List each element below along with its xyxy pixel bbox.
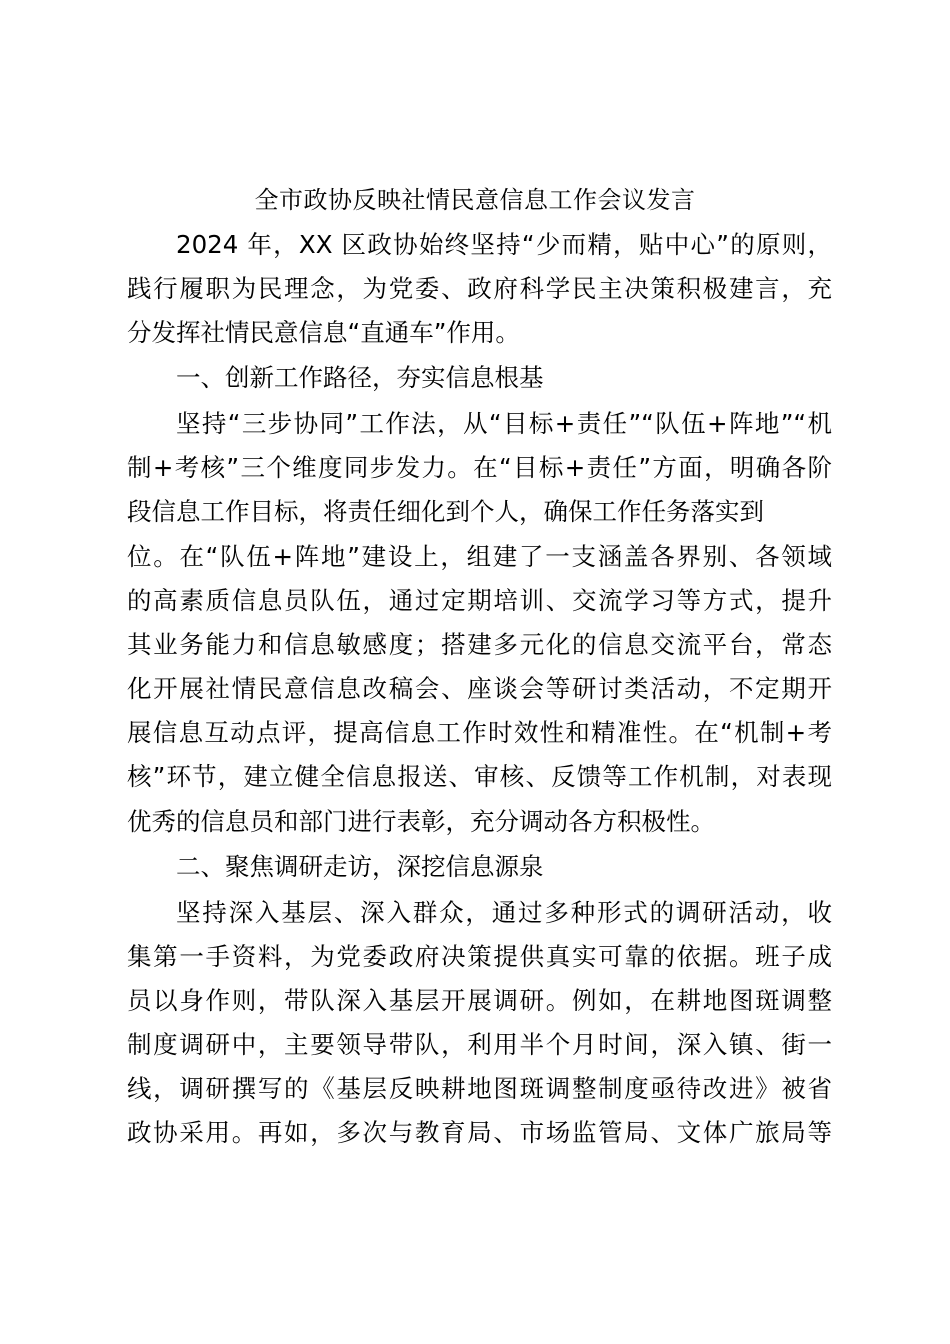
- paragraph-line: 分发挥社情民意信息“直通车”作用。: [127, 318, 520, 347]
- paragraph-line: 坚持“三步协同”工作法，从“目标+责任”“队伍+阵地”“机: [176, 409, 832, 438]
- section-heading: 一、创新工作路径，夯实信息根基: [176, 363, 544, 392]
- paragraph-line: 核”环节，建立健全信息报送、审核、反馈等工作机制，对表现: [127, 762, 832, 791]
- paragraph-line: 员以身作则，带队深入基层开展调研。例如，在耕地图斑调整: [127, 986, 832, 1015]
- paragraph-line: 政协采用。再如，多次与教育局、市场监管局、文体广旅局等: [127, 1118, 832, 1147]
- paragraph-line: 段信息工作目标，将责任细化到个人，确保工作任务落实到: [127, 497, 764, 526]
- document-title: 全市政协反映社情民意信息工作会议发言: [254, 186, 696, 214]
- paragraph-line: 展信息互动点评，提高信息工作时效性和精准性。在“机制+考: [127, 718, 832, 747]
- paragraph-line: 2024 年，XX 区政协始终坚持“少而精，贴中心”的原则，: [176, 230, 832, 259]
- paragraph-line: 位。在“队伍+阵地”建设上，组建了一支涵盖各界别、各领域: [127, 542, 832, 571]
- paragraph-line: 践行履职为民理念，为党委、政府科学民主决策积极建言，充: [127, 274, 832, 303]
- paragraph-line: 制度调研中，主要领导带队，利用半个月时间，深入镇、街一: [127, 1030, 832, 1059]
- section-heading: 二、聚焦调研走访，深挖信息源泉: [176, 852, 544, 881]
- paragraph-line: 制+考核”三个维度同步发力。在“目标+责任”方面，明确各阶: [127, 453, 832, 482]
- paragraph-line: 线，调研撰写的《基层反映耕地图斑调整制度亟待改进》被省: [127, 1074, 832, 1103]
- paragraph-line: 优秀的信息员和部门进行表彰，充分调动各方积极性。: [127, 807, 715, 836]
- paragraph-line: 的高素质信息员队伍，通过定期培训、交流学习等方式，提升: [127, 586, 832, 615]
- paragraph-line: 其业务能力和信息敏感度；搭建多元化的信息交流平台，常态: [127, 630, 832, 659]
- paragraph-line: 坚持深入基层、深入群众，通过多种形式的调研活动，收: [176, 898, 832, 927]
- paragraph-line: 集第一手资料，为党委政府决策提供真实可靠的依据。班子成: [127, 942, 832, 971]
- paragraph-line: 化开展社情民意信息改稿会、座谈会等研讨类活动，不定期开: [127, 674, 832, 703]
